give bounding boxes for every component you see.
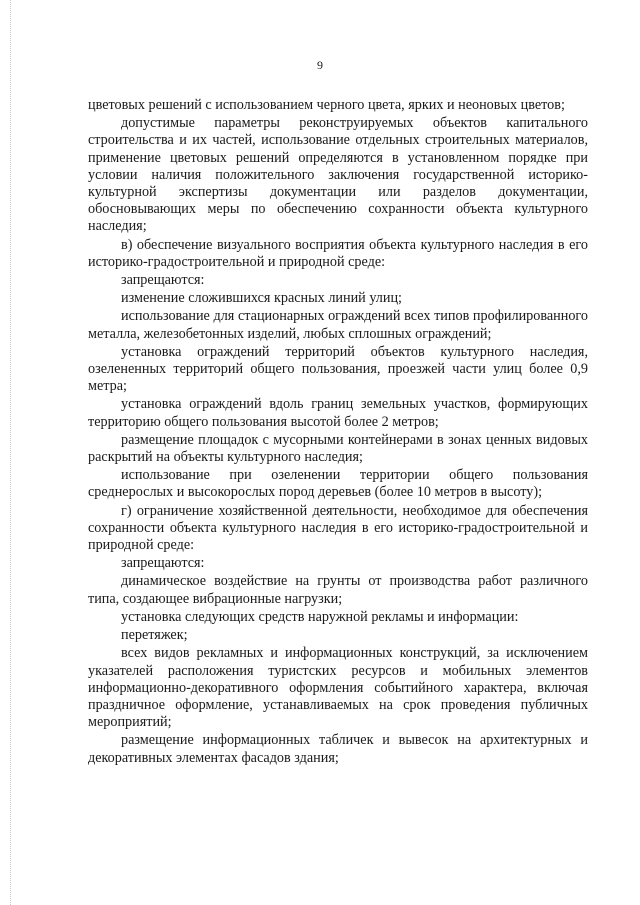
paragraph: использование для стационарных ограждений всех типов профилированного металла, железобетонных изделий, любых сплошных ограждений;: [88, 308, 588, 342]
paragraph: установка ограждений территорий объектов культурного наследия, озелененных территорий общего пользования, проезжей части улиц более 0,9 метра;: [88, 343, 588, 395]
page-number: 9: [317, 58, 323, 72]
paragraph: запрещаются:: [121, 555, 205, 572]
paragraph: размещение площадок с мусорными контейнерами в зонах ценных видовых раскрытий на объекты культурного наследия;: [88, 431, 588, 466]
paragraph: цветовых решений с использованием черного цвета, ярких и неоновых цветов;: [88, 97, 565, 113]
paragraph: размещение информационных табличек и вывесок на архитектурных и декоративных элементах фасадов здания;: [88, 732, 588, 766]
scan-edge-line: [10, 0, 11, 905]
paragraph: изменение сложившихся красных линий улиц;: [121, 290, 402, 307]
paragraph: допустимые параметры реконструируемых объектов капитального строительства и их частей, использование отдельных строительных материалов, применение цветовых решений определяются в установленном порядке при условии наличия положительного заключения государственной историко-культурной экспертизы документации или разделов документации, обосновывающих меры по обеспечению сохранности объекта культурного наследия;: [88, 115, 588, 235]
paragraph: установка ограждений вдоль границ земельных участков, формирующих территорию общего пользования высотой более 2 метров;: [88, 396, 588, 430]
paragraph: г) ограничение хозяйственной деятельности, необходимое для обеспечения сохранности объекта культурного наследия в его историко-градостроительной и природной среде:: [88, 502, 588, 554]
paragraph: использование при озеленении территории общего пользования среднерослых и высокорослых пород деревьев (более 10 метров в высоту);: [88, 467, 588, 501]
document-body: [88, 97, 588, 768]
paragraph: динамическое воздействие на грунты от производства работ различного типа, создающее вибрационные нагрузки;: [88, 573, 588, 607]
paragraph: запрещаются:: [121, 272, 205, 289]
paragraph: всех видов рекламных и информационных конструкций, за исключением указателей расположения туристских ресурсов и мобильных элементов информационно-декоративного оформления событийного характера, включая праздничное оформление, устанавливаемых на срок проведения публичных мероприятий;: [88, 645, 588, 731]
paragraph: в) обеспечение визуального восприятия объекта культурного наследия в его историко-градостроительной и природной среде:: [88, 236, 588, 270]
paragraph: установка следующих средств наружной рекламы и информации:: [121, 608, 519, 625]
paragraph: перетяжек;: [121, 627, 188, 644]
